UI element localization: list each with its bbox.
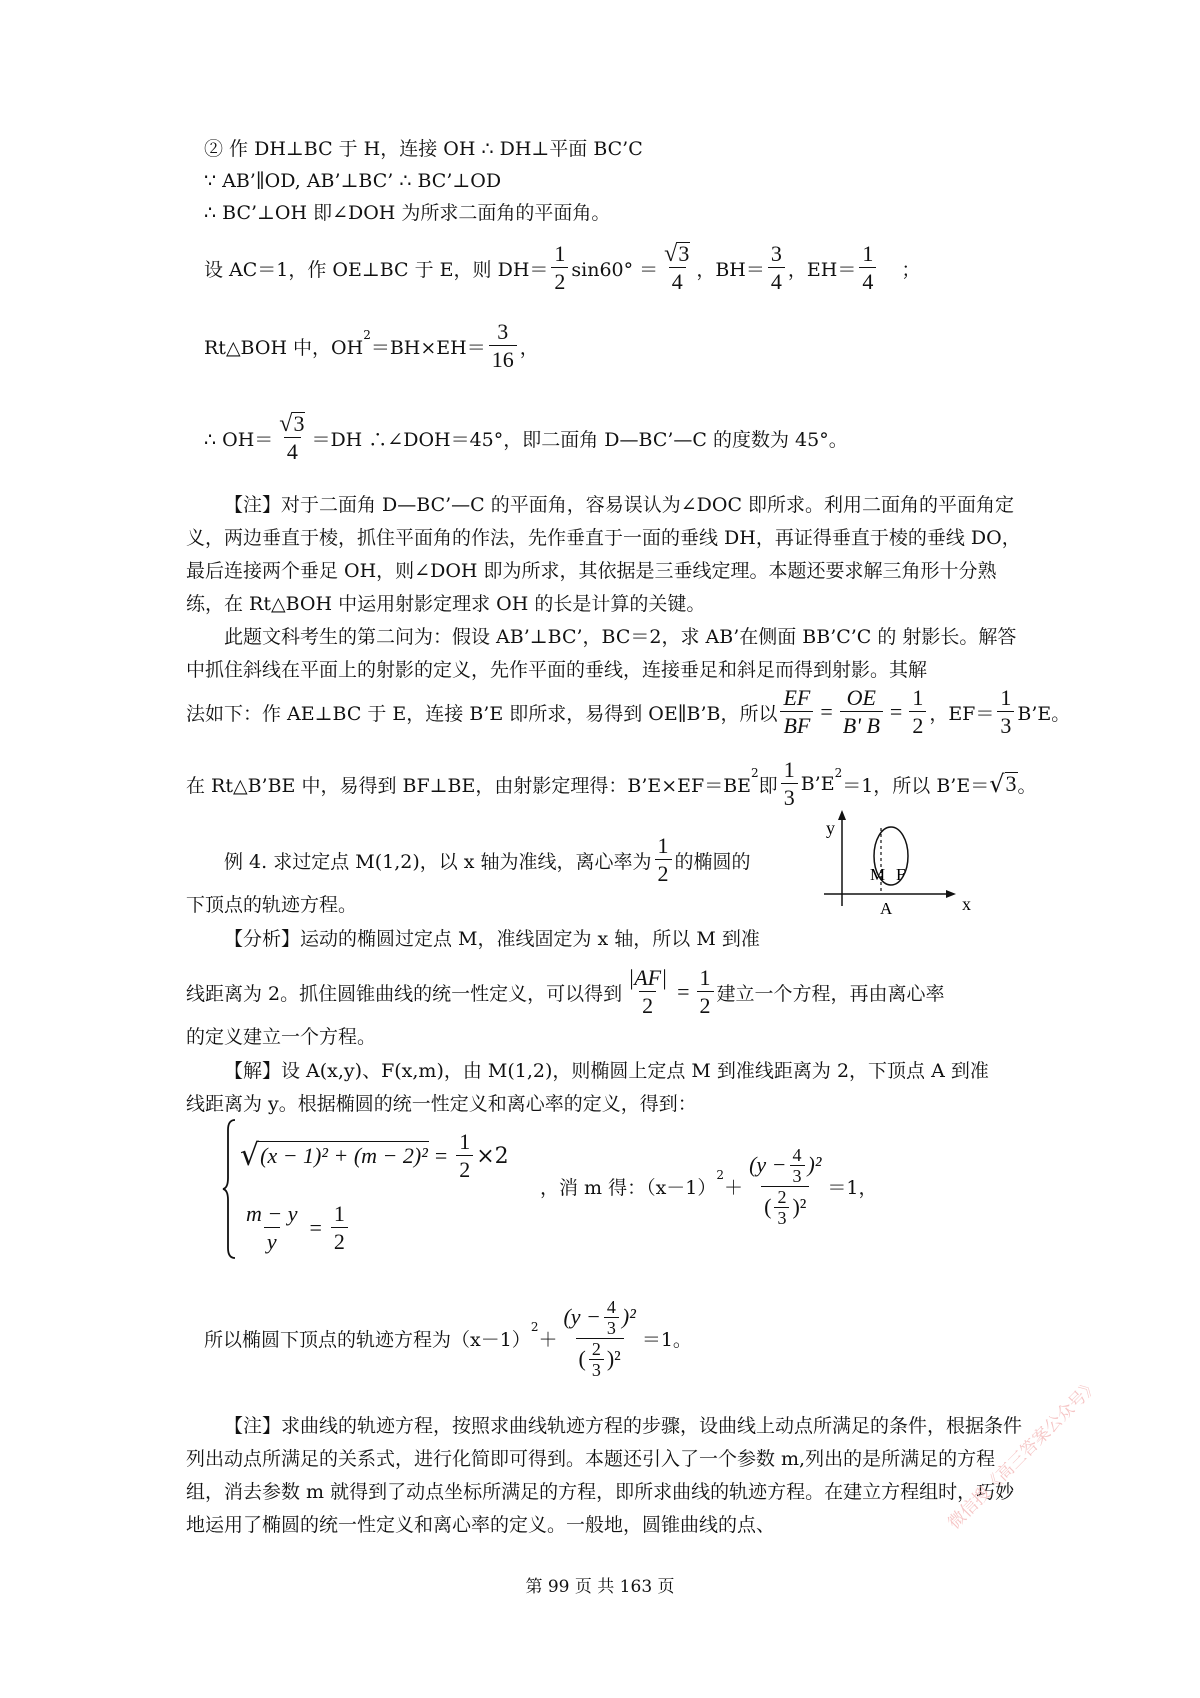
text: 例 4. 求过定点 M(1,2)，以 x 轴为准线，离心率为 (224, 850, 652, 873)
text: 。 (1017, 774, 1037, 797)
text: B’E (800, 773, 835, 795)
text: ＝DH ∴∠DOH＝45°，即二面角 D—BC’—C 的度数为 45°。 (311, 428, 848, 451)
numerator: 4 (792, 1144, 802, 1165)
fraction-half (655, 833, 672, 888)
text: ，BH＝ (696, 258, 765, 281)
text: 设 AC＝1，作 OE⊥BC 于 E，则 DH＝ (204, 258, 549, 281)
point-A-label: A (880, 899, 893, 918)
equals: = (434, 1143, 448, 1168)
fraction-m-minus-y-over-y (243, 1201, 301, 1256)
example-4-line-1 (224, 828, 751, 892)
numerator: |AF| (628, 964, 668, 990)
denominator: 2 (551, 267, 568, 296)
text: ，EF＝ (929, 702, 995, 725)
fraction-sqrt3-over-4 (276, 411, 308, 466)
paren: )² (807, 1152, 822, 1177)
equals: = (889, 699, 903, 724)
radicand: (x − 1)² + (m − 2)² (260, 1143, 428, 1168)
numerator: 1 (657, 832, 669, 858)
fraction-AF-over-2 (625, 965, 670, 1020)
fraction-half (697, 965, 714, 1020)
numerator: 1 (699, 964, 711, 990)
y-label: y (826, 818, 835, 838)
fraction-half (331, 1201, 348, 1256)
text: ， (519, 336, 539, 359)
fraction-third (997, 685, 1014, 740)
denominator: 2 (639, 991, 656, 1020)
text: 法如下：作 AE⊥BC 于 E，连接 B’E 即所求，易得到 OE∥B’B，所以 (186, 702, 778, 725)
denominator (761, 1186, 809, 1228)
denominator: 3 (997, 711, 1014, 740)
denominator: 4 (768, 267, 785, 296)
text: ＋ (724, 1176, 744, 1199)
fraction-3-over-16 (489, 319, 517, 374)
fraction-4-over-3 (790, 1145, 805, 1186)
equation-line-6 (204, 406, 848, 470)
paren: )² (792, 1194, 807, 1219)
step-line-1: ② 作 DH⊥BC 于 H，连接 OH ∴ DH⊥平面 BC’C (204, 138, 643, 160)
fraction-4-over-3 (604, 1297, 619, 1338)
note-paragraph-1: 【注】对于二面角 D—BC’—C 的平面角，容易误认为∠DOC 即所求。利用二面角的平面角定义，两边垂直于棱，抓住平面角的作法，先作垂直于一面的垂线 DH，再证得垂直于棱的垂线 DO，最后连接两个垂足 OH，则∠DOH 即为所求，其依据是三垂线定理。本题还要求解三角形十分熟练，在 Rt△BOH 中运用射影定理求 OH 的长是计算的关键。 (186, 494, 1021, 615)
text: 即 (758, 774, 778, 797)
analysis-line-3: 的定义建立一个方程。 (186, 1026, 377, 1048)
sqrt: √ 3 (279, 410, 305, 437)
fraction-EF-over-BF (780, 685, 813, 740)
numerator: 2 (777, 1186, 787, 1207)
numerator (746, 1145, 824, 1186)
fraction-half (551, 241, 568, 296)
numerator: 1 (912, 684, 924, 710)
text: Rt△BOH 中，OH (204, 336, 364, 359)
numerator: 1 (1000, 684, 1012, 710)
text: B’E。 (1017, 702, 1071, 725)
x-axis-arrow (946, 890, 956, 898)
text: ＋ (538, 1328, 558, 1351)
exponent: 2 (751, 766, 759, 780)
numerator: 4 (606, 1296, 616, 1317)
equals: = (820, 699, 833, 724)
analysis-line-1: 【分析】运动的椭圆过定点 M，准线固定为 x 轴，所以 M 到准 (224, 928, 760, 950)
denominator: 2 (697, 991, 714, 1020)
page-footer: 第 99 页 共 163 页 (525, 1577, 675, 1597)
equals: = (309, 1215, 322, 1240)
text: ∴ OH＝ (204, 428, 274, 451)
exponent: 2 (834, 766, 843, 780)
note-paragraph-2: 【注】求曲线的轨迹方程，按照求曲线轨迹方程的步骤，设曲线上动点所满足的条件，根据条件列出动点所满足的关系式，进行化简即可得到。本题还引入了一个参数 m,列出的是所满足的方程组，消去参数 m 就得到了动点坐标所满足的方程，即所求曲线的轨迹方程。在建立方程组时，巧妙地运用了椭圆的统一性定义和离心率的定义。一般地，圆锥曲线的点、 (186, 1415, 1023, 1536)
numerator: m − y (246, 1200, 298, 1226)
text: ＝1，所以 B’E＝ (842, 774, 990, 797)
numerator (560, 1297, 638, 1338)
numerator: 1 (783, 756, 795, 782)
fraction-ellipse-term (560, 1297, 638, 1380)
radicand: 3 (678, 240, 690, 266)
denominator: 3 (604, 1317, 619, 1338)
system-equation-2 (240, 1196, 351, 1260)
denominator (576, 1338, 624, 1380)
step-line-2: ∵ AB’∥OD, AB’⊥BC’ ∴ BC’⊥OD (204, 170, 502, 192)
equation-line-4 (204, 236, 920, 300)
x-label: x (962, 894, 971, 914)
radicand: 3 (293, 410, 305, 436)
text: ，消 m 得：（x－1） (540, 1176, 717, 1199)
sqrt: √ 3 (664, 240, 690, 267)
sqrt-distance: √ (x − 1)² + (m − 2)² (240, 1138, 428, 1173)
solution-line-2: 线距离为 y。根据椭圆的统一性定义和离心率的定义，得到： (186, 1093, 697, 1115)
arts-paragraph: 此题文科考生的第二问为：假设 AB’⊥BC’，BC＝2，求 AB’在侧面 BB’C’C 的 射影长。解答中抓住斜线在平面上的射影的定义，先作平面的垂线，连接垂足和斜足而得到射影。其解 (186, 626, 1017, 681)
paren: ( (764, 1194, 772, 1219)
numerator: 3 (770, 240, 782, 266)
paren: (y − (749, 1152, 787, 1177)
numerator: EF (783, 684, 811, 710)
analysis-line-2 (186, 960, 945, 1024)
arts-line-2 (186, 680, 1070, 744)
ellipse-figure (800, 808, 980, 918)
fraction-1-over-4 (859, 241, 876, 296)
point-F-label: F (896, 865, 906, 884)
text: 建立一个方程，再由离心率 (716, 982, 945, 1005)
text: ； (901, 258, 921, 281)
watermark: 微信搜《高三答案公众号》 (944, 1375, 1103, 1534)
denominator: 3 (589, 1359, 604, 1380)
denominator: 3 (790, 1165, 805, 1186)
fraction-OE-over-BpB (840, 685, 883, 740)
fraction-2-over-3 (589, 1339, 604, 1380)
arts-line-3 (186, 752, 1037, 816)
equation-line-5 (204, 314, 539, 378)
equals: = (677, 979, 690, 1004)
eliminated-equation (540, 1138, 878, 1234)
numerator: 1 (554, 240, 566, 266)
fraction-ellipse-term (746, 1145, 824, 1228)
y-axis-arrow (838, 810, 846, 820)
numerator: OE (846, 684, 876, 710)
numerator (276, 411, 308, 437)
numerator: 3 (497, 318, 509, 344)
radicand: 3 (1005, 771, 1017, 796)
numerator: 2 (591, 1338, 601, 1359)
text: sin60° ＝ (571, 258, 659, 281)
denominator: 2 (331, 1227, 348, 1256)
paren: )² (621, 1304, 636, 1329)
denominator: 2 (456, 1155, 473, 1184)
denominator: 4 (284, 437, 301, 466)
example-4-line-2: 下顶点的轨迹方程。 (186, 894, 358, 916)
text: ＝1。 (641, 1328, 692, 1351)
fraction-third (781, 757, 798, 812)
paren: (y − (563, 1304, 601, 1329)
solution-line-1: 【解】设 A(x,y)、F(x,m)，由 M(1,2)，则椭圆上定点 M 到准线距离为 2，下顶点 A 到准 (224, 1060, 989, 1082)
numerator: 1 (459, 1128, 471, 1154)
text: ×2 (476, 1143, 509, 1169)
denominator: 4 (669, 267, 686, 296)
sqrt-3: √ 3 (989, 770, 1017, 798)
text: 线距离为 2。抓住圆锥曲线的统一性定义，可以得到 (186, 982, 623, 1005)
text: 所以椭圆下顶点的轨迹方程为（x－1） (204, 1328, 531, 1351)
denominator: BF (780, 711, 813, 740)
answer-equation (204, 1286, 692, 1390)
fraction-3-over-4 (768, 241, 785, 296)
denominator: y (264, 1227, 280, 1256)
left-brace (222, 1118, 236, 1260)
numerator: 1 (333, 1200, 345, 1226)
denominator: 2 (909, 711, 926, 740)
exponent: 2 (530, 1320, 539, 1334)
text: ＝BH×EH＝ (370, 336, 486, 359)
exponent: 2 (363, 328, 371, 342)
point-M-label: M (870, 865, 886, 884)
system-equation-1 (240, 1126, 509, 1186)
exponent: 2 (716, 1168, 725, 1182)
fraction-sqrt3-over-4 (661, 241, 693, 296)
fraction-2-over-3 (774, 1187, 789, 1228)
denominator: 3 (781, 783, 798, 812)
numerator: 1 (862, 240, 874, 266)
text: ，EH＝ (787, 258, 857, 281)
numerator (661, 241, 693, 267)
denominator: B' B (840, 711, 883, 740)
denominator: 2 (655, 859, 672, 888)
fraction-half (909, 685, 926, 740)
text: 在 Rt△B’BE 中，易得到 BF⊥BE，由射影定理得：B’E×EF＝BE (186, 774, 752, 797)
paren: ( (578, 1346, 586, 1371)
text: 的椭圆的 (674, 850, 751, 873)
denominator: 3 (774, 1207, 789, 1228)
text: ＝1， (827, 1176, 878, 1199)
fraction-half (456, 1129, 473, 1184)
denominator: 4 (859, 267, 876, 296)
step-line-3: ∴ BC’⊥OH 即∠DOH 为所求二面角的平面角。 (204, 202, 611, 224)
denominator: 16 (489, 345, 517, 374)
paren: )² (606, 1346, 621, 1371)
